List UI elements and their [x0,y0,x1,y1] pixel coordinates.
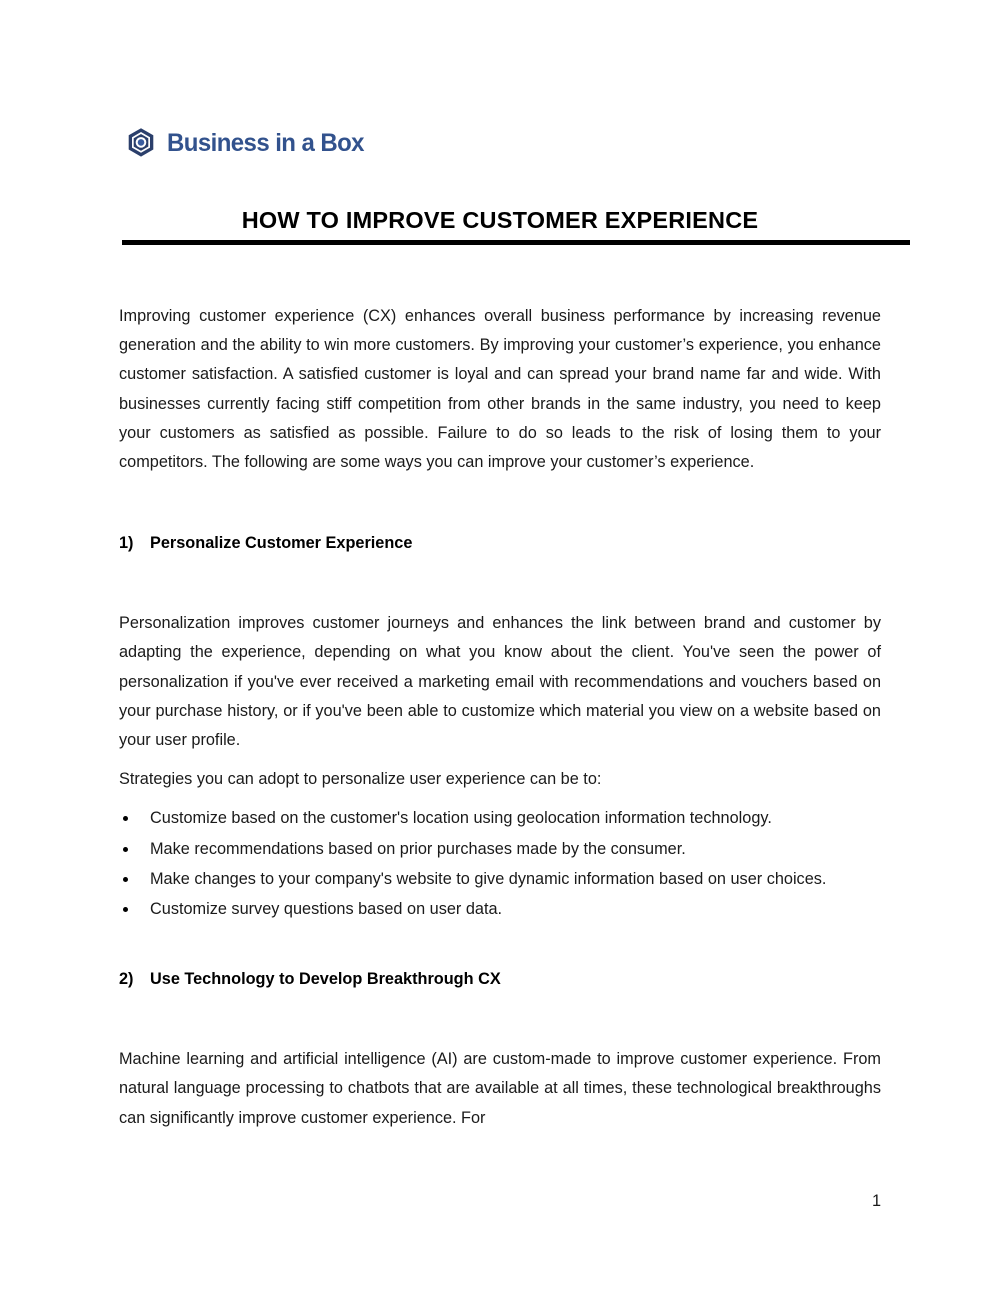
page-title: HOW TO IMPROVE CUSTOMER EXPERIENCE [241,207,759,233]
section-1-bullet-list [119,804,881,924]
bullet-icon [123,907,128,912]
page-number: 1 [871,1192,881,1210]
section-title-2: Use Technology to Develop Breakthrough CX [150,970,501,989]
list-item [119,835,881,864]
spacer [119,991,881,1045]
spacer [119,477,881,531]
bullet-icon [123,816,128,821]
spacer [119,755,881,765]
section-number-2: 2) [119,970,134,989]
spacer [119,555,881,609]
section-heading-1 [119,531,881,555]
list-item [119,804,881,833]
list-item-text: Make recommendations based on prior purchases made by the consumer. [150,839,686,858]
list-item-text: Make changes to your company's website to give dynamic information based on user choices. [150,869,827,888]
list-item [119,895,881,924]
section-1-lead-in: Strategies you can adopt to personalize user experience can be to: [119,770,602,789]
document-body [119,302,881,1133]
brand-wordmark: Business in a Box [167,128,364,157]
intro-paragraph: Improving customer experience (CX) enhances overall business performance by increasing revenue generation and the ability to win more customers. By improving your customer’s experience, you enhance customer satisfaction. A satisfied customer is loyal and can spread your brand name far and wide. With businesses currently facing stiff competition from other brands in the same industry, you need to keep your customers as satisfied as possible. Failure to do so leads to the risk of losing them to your competitors. The following are some ways you can improve your customer’s experience. [119,307,881,472]
list-item-text: Customize survey questions based on user data. [150,900,503,919]
bullet-icon [123,877,128,882]
list-item-text: Customize based on the customer's location using geolocation information technology. [150,809,772,828]
brand-logo[interactable] [124,126,372,160]
title-divider [122,240,910,245]
section-2-paragraph: Machine learning and artificial intelligence (AI) are custom-made to improve customer experience. From natural language processing to chatbots that are available at all times, these technological breakthroughs can significantly improve customer experience. For [119,1050,881,1127]
bullet-icon [123,847,128,852]
section-1-paragraph: Personalization improves customer journeys and enhances the link between brand and customer by adapting the experience, depending on what you know about the client. You've seen the power of personalization if you've ever received a marketing email with recommendations and vouchers based on your purchase history, or if you've been able to customize which material you view on a website based on your user profile. [119,614,881,750]
hexagon-logo-icon [124,126,158,160]
section-number-1: 1) [119,534,134,553]
section-title-1: Personalize Customer Experience [150,534,413,553]
spacer [119,925,881,967]
section-heading-2 [119,967,881,991]
spacer [119,794,881,804]
list-item [119,865,881,894]
